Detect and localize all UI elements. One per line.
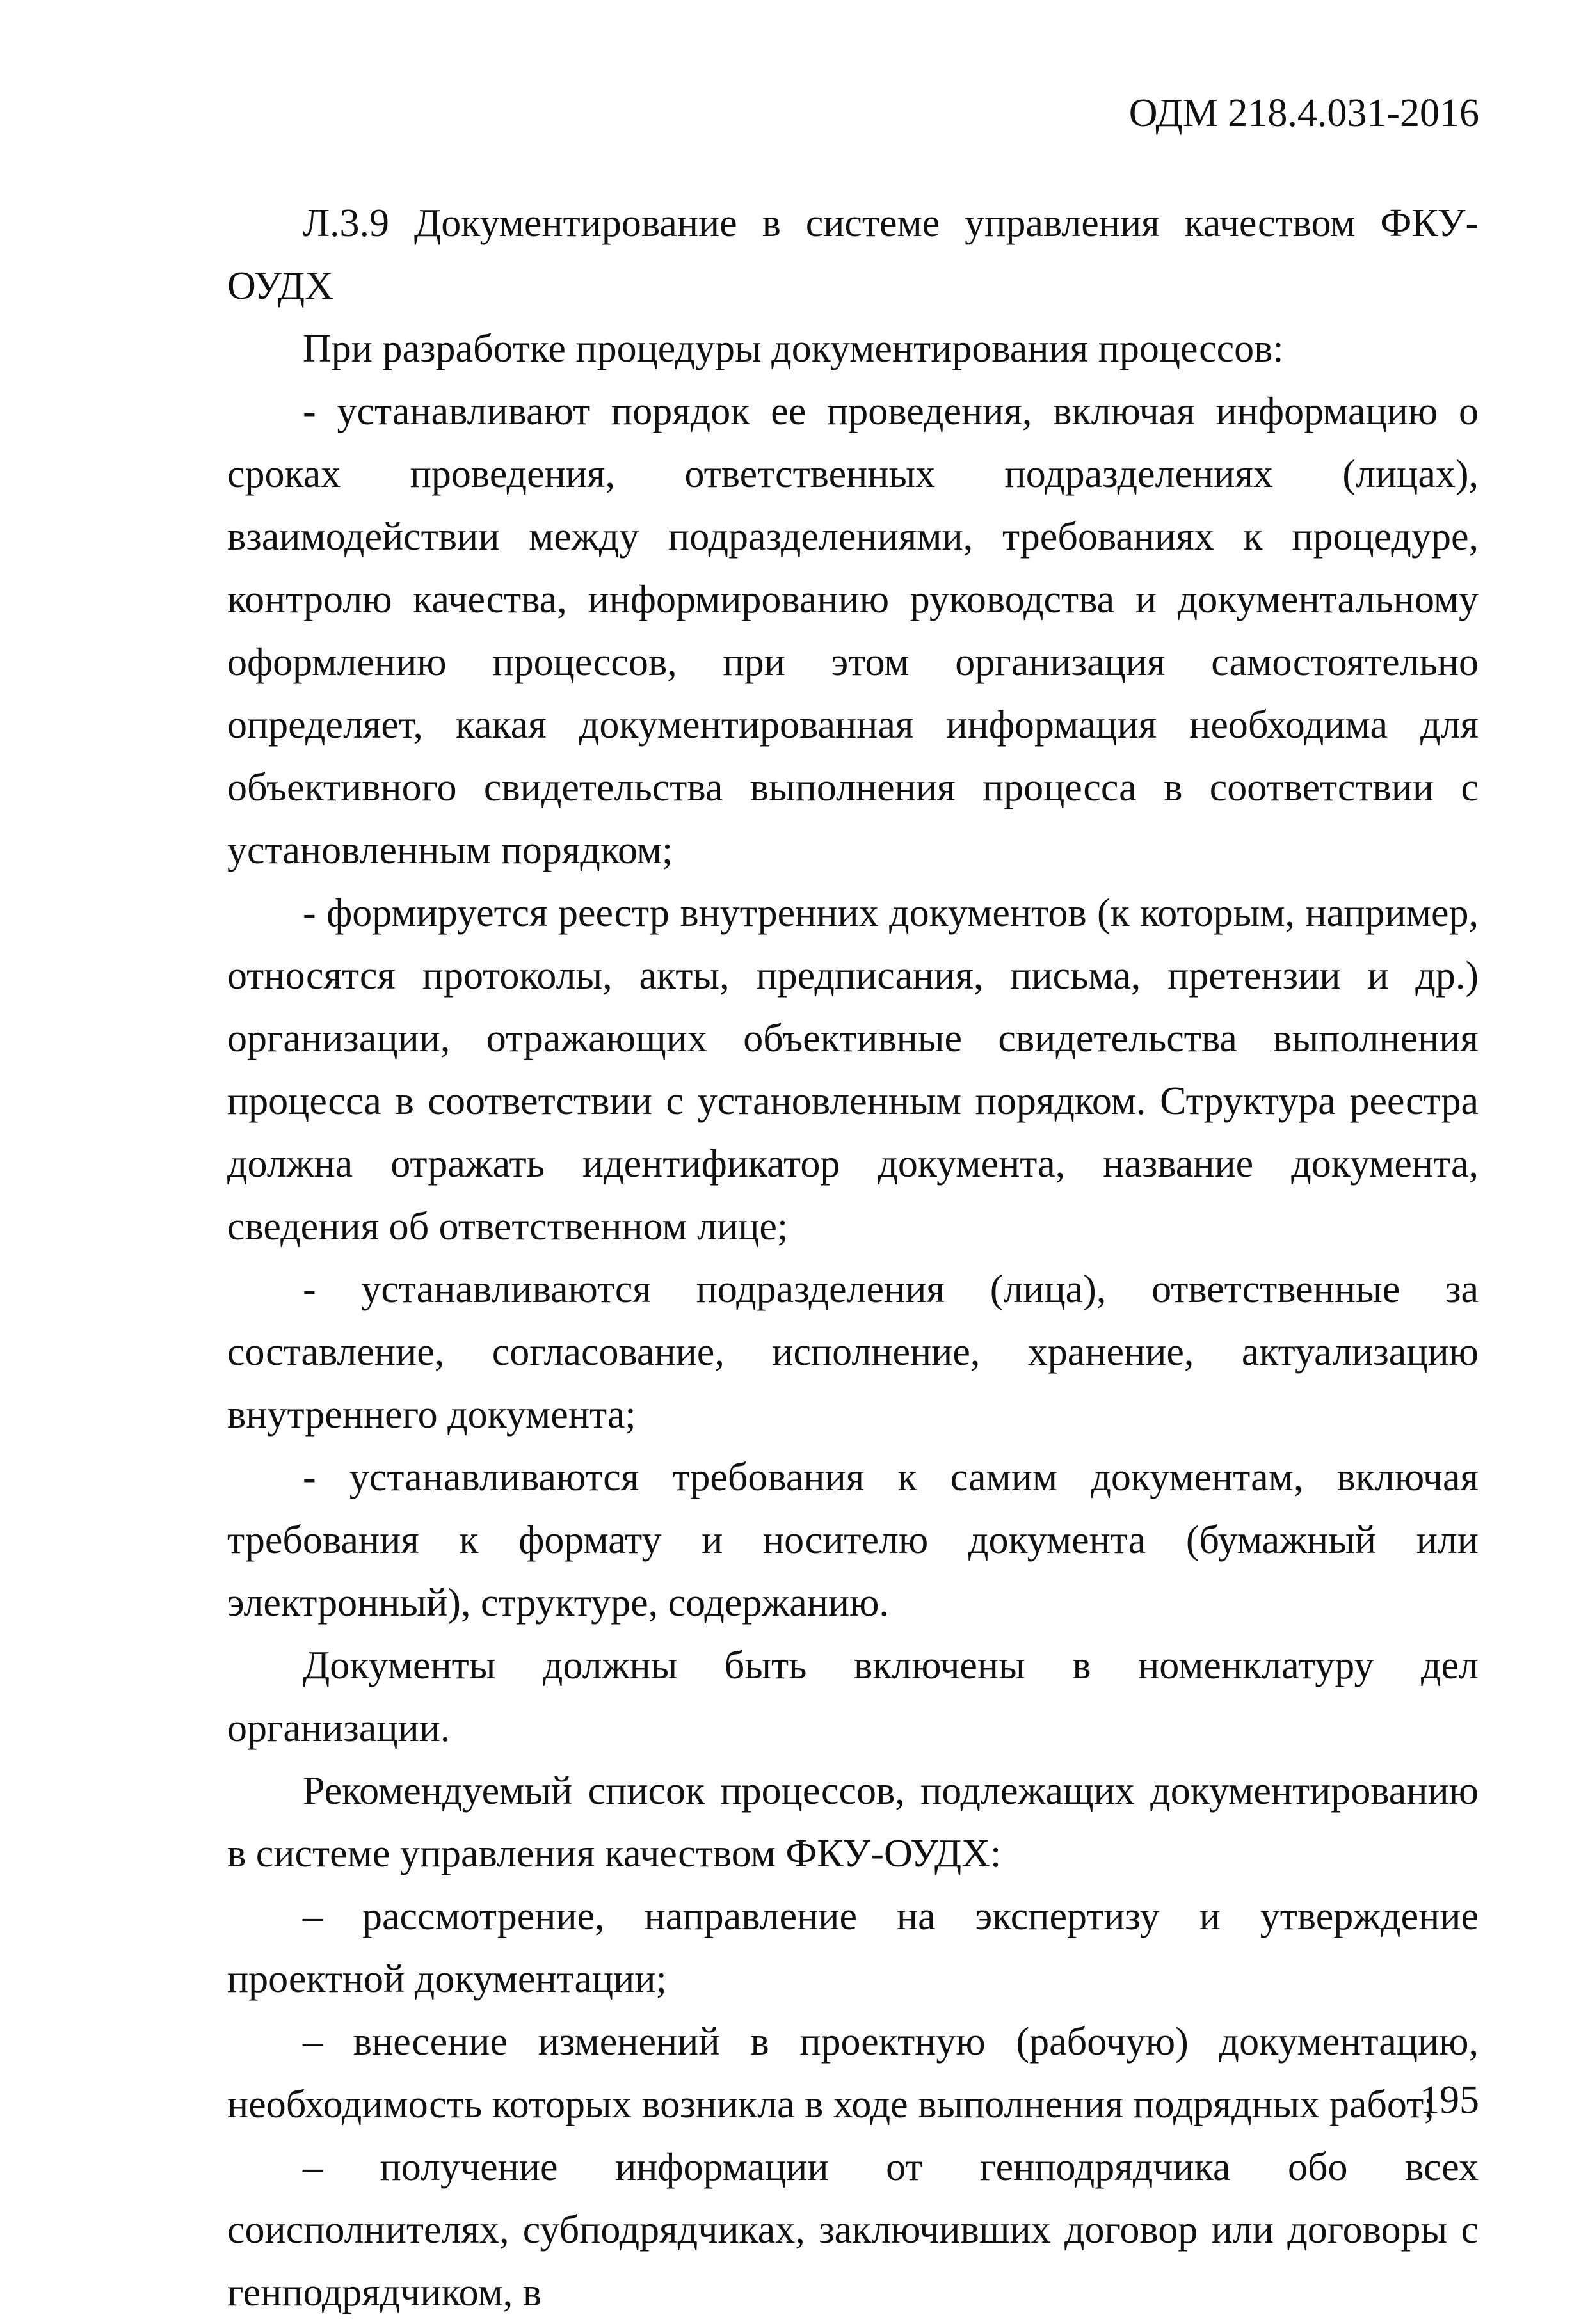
page-body bbox=[227, 192, 1479, 2324]
process-item-contractor-info: – получение информации от генподрядчика обо всех соисполнителях, субподрядчиках, заключивших договор или договоры с генподрядчиком, в bbox=[227, 2145, 1479, 2314]
list-item-document-registry: - формируется реестр внутренних документов (к которым, например, относятся протоколы, акты, предписания, письма, претензии и др.) организации, отражающих объективные свидетельства выполнения процесса в соответствии с установленным порядком. Структура реестра должна отражать идентификатор документа, название документа, сведения об ответственном лице; bbox=[227, 891, 1479, 1248]
document-code: ОДМ 218.4.031-2016 bbox=[1128, 92, 1479, 135]
intro-paragraph: При разработке процедуры документирования процессов: bbox=[303, 327, 1284, 370]
process-item-project-review: – рассмотрение, направление на экспертизу и утверждение проектной документации; bbox=[227, 1895, 1479, 2001]
section-heading: Л.3.9 Документирование в системе управления качеством ФКУ-ОУДХ bbox=[227, 202, 1479, 308]
process-item-design-changes: – внесение изменений в проектную (рабочую) документацию, необходимость которых возникла в ходе выполнения подрядных работ; bbox=[227, 2020, 1479, 2126]
process-list-intro: Рекомендуемый список процессов, подлежащих документированию в системе управления качеством ФКУ-ОУДХ: bbox=[227, 1769, 1479, 1875]
list-item-document-requirements: - устанавливаются требования к самим документам, включая требования к формату и носителю документа (бумажный или электронный), структуре, содержанию. bbox=[227, 1456, 1479, 1625]
page-number: 195 bbox=[1420, 2078, 1479, 2122]
list-item-procedure-order: - устанавливают порядок ее проведения, включая информацию о сроках проведения, ответственных подразделениях (лицах), взаимодействии между подразделениями, требованиях к процедуре, контролю качества, информированию руководства и документальному оформлению процессов, при этом организация самостоятельно определяет, какая документированная информация необходима для объективного свидетельства выполнения процесса в соответствии с установленным порядком; bbox=[227, 390, 1479, 872]
list-item-responsible-units: - устанавливаются подразделения (лица), ответственные за составление, согласование, исполнение, хранение, актуализацию внутреннего документа; bbox=[227, 1268, 1479, 1437]
nomenclature-paragraph: Документы должны быть включены в номенклатуру дел организации. bbox=[227, 1644, 1479, 1750]
